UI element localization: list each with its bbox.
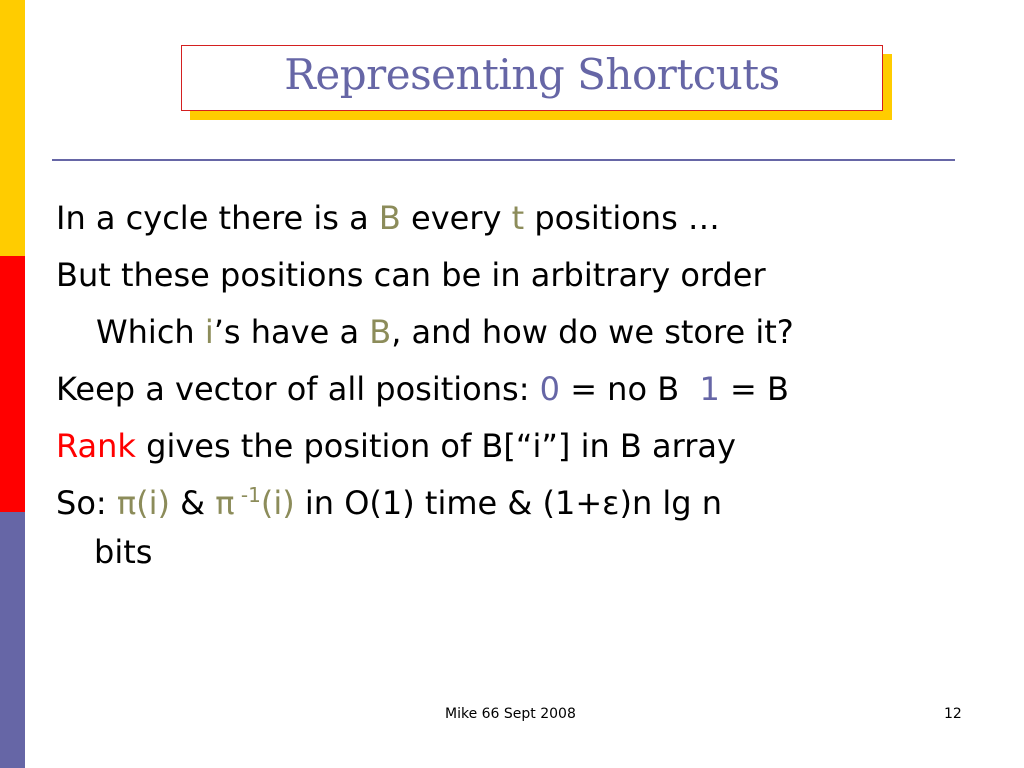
- title-divider: [52, 159, 955, 161]
- highlight-zero: 0: [539, 370, 561, 408]
- bullet-line-6-wrap: [56, 532, 1006, 572]
- highlight-rank: Rank: [56, 427, 136, 465]
- highlight-t: t: [511, 199, 525, 237]
- left-stripe-red: [0, 256, 25, 512]
- highlight-pi: π: [215, 484, 235, 522]
- text-segment: = B: [719, 370, 789, 408]
- text-segment: gives the position of B[“i”] in B array: [135, 427, 736, 465]
- highlight-b: B: [369, 313, 392, 351]
- highlight-one: 1: [699, 370, 720, 408]
- text-segment: in O(1) time & (1+ε)n lg n: [294, 484, 723, 522]
- bullet-list: [56, 190, 1006, 572]
- text-segment: every: [400, 199, 512, 237]
- left-stripe-blue: [0, 512, 25, 768]
- text-segment: Keep a vector of all positions:: [56, 370, 540, 408]
- text-segment: , and how do we store it?: [391, 313, 794, 351]
- text-segment: Which: [96, 313, 205, 351]
- bullet-line-4: [56, 361, 1006, 418]
- text-segment: So:: [56, 484, 117, 522]
- bullet-line-1: [56, 190, 1006, 247]
- highlight-i: i: [204, 313, 214, 351]
- text-segment: = no B: [560, 370, 700, 408]
- text-segment: But these positions can be in arbitrary order: [56, 256, 766, 294]
- text-segment: ’s have a: [213, 313, 370, 351]
- highlight-paren-i: (i): [260, 484, 295, 522]
- page-number: 12: [944, 706, 962, 722]
- title-box: [181, 45, 883, 111]
- footer-text: Mike 66 Sept 2008: [445, 706, 576, 722]
- text-segment: &: [169, 484, 216, 522]
- slide-title: Representing Shortcuts: [284, 49, 780, 99]
- bullet-line-3: [56, 304, 1006, 361]
- bullet-line-2: [56, 247, 1006, 304]
- highlight-inverse-exponent: -1: [234, 483, 261, 507]
- text-segment: positions …: [524, 199, 720, 237]
- highlight-b: B: [378, 199, 401, 237]
- highlight-pi-i: π(i): [116, 484, 170, 522]
- text-segment: bits: [94, 533, 153, 571]
- bullet-line-5: [56, 418, 1006, 475]
- left-stripe-yellow: [0, 0, 25, 256]
- text-segment: In a cycle there is a: [56, 199, 379, 237]
- bullet-line-6: [56, 475, 1006, 532]
